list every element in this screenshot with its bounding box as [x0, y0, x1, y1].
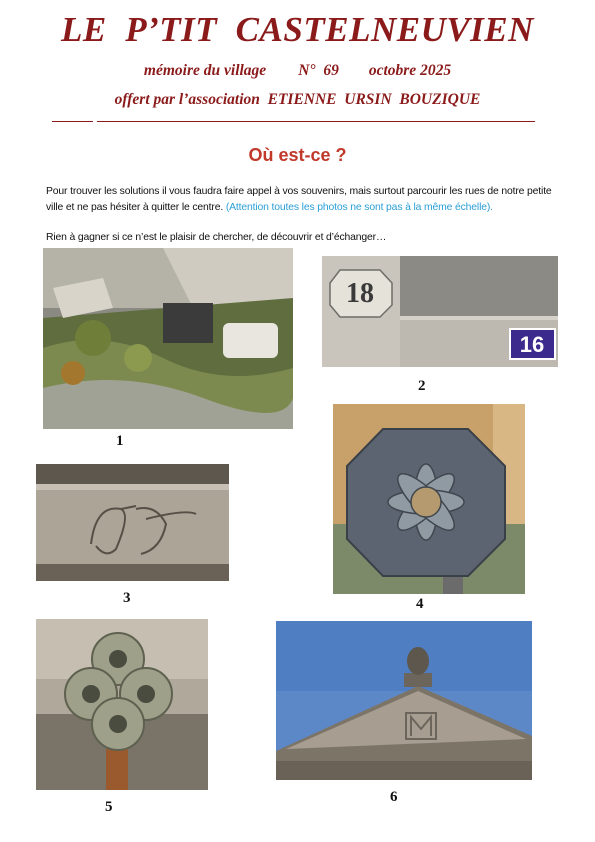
photo-1	[43, 248, 293, 429]
intro-text: Pour trouver les solutions il vous faudra faire appel à vos souvenirs, mais surtout parcourir les rues de notre petite ville et ne pas hésiter à quitter le centre.	[46, 186, 552, 213]
old-house-number: 18	[346, 278, 374, 309]
photo-2-label: 2	[418, 378, 426, 394]
photo-3	[36, 464, 229, 581]
header-divider	[52, 121, 535, 122]
association-line: offert par l’association ETIENNE URSIN BOUZIQUE	[114, 91, 481, 108]
issue-line	[0, 62, 595, 80]
issue-number: N° 69	[298, 62, 339, 79]
photo-2	[322, 256, 558, 367]
quiz-heading: Où est-ce ?	[248, 145, 347, 165]
photo-4	[333, 404, 525, 594]
photo-6	[276, 621, 532, 780]
divider-gap	[93, 120, 97, 123]
newsletter-title: LE P’TIT CASTELNEUVIEN	[61, 10, 534, 49]
photo-5-label: 5	[105, 799, 113, 815]
tagline: Rien à gagner si ce n’est le plaisir de chercher, de découvrir et d’échanger…	[46, 232, 387, 243]
new-house-number: 16	[519, 332, 545, 357]
intro-paragraph	[46, 184, 556, 216]
photo-4-label: 4	[416, 596, 424, 612]
photo-3-label: 3	[123, 590, 131, 606]
photo-1-label: 1	[116, 433, 124, 449]
photo-6-label: 6	[390, 789, 398, 805]
issue-date: octobre 2025	[368, 62, 452, 79]
scale-note: (Attention toutes les photos ne sont pas à la même échelle).	[225, 202, 493, 213]
photo-5	[36, 619, 208, 790]
memoire-label: mémoire du village	[143, 62, 267, 79]
